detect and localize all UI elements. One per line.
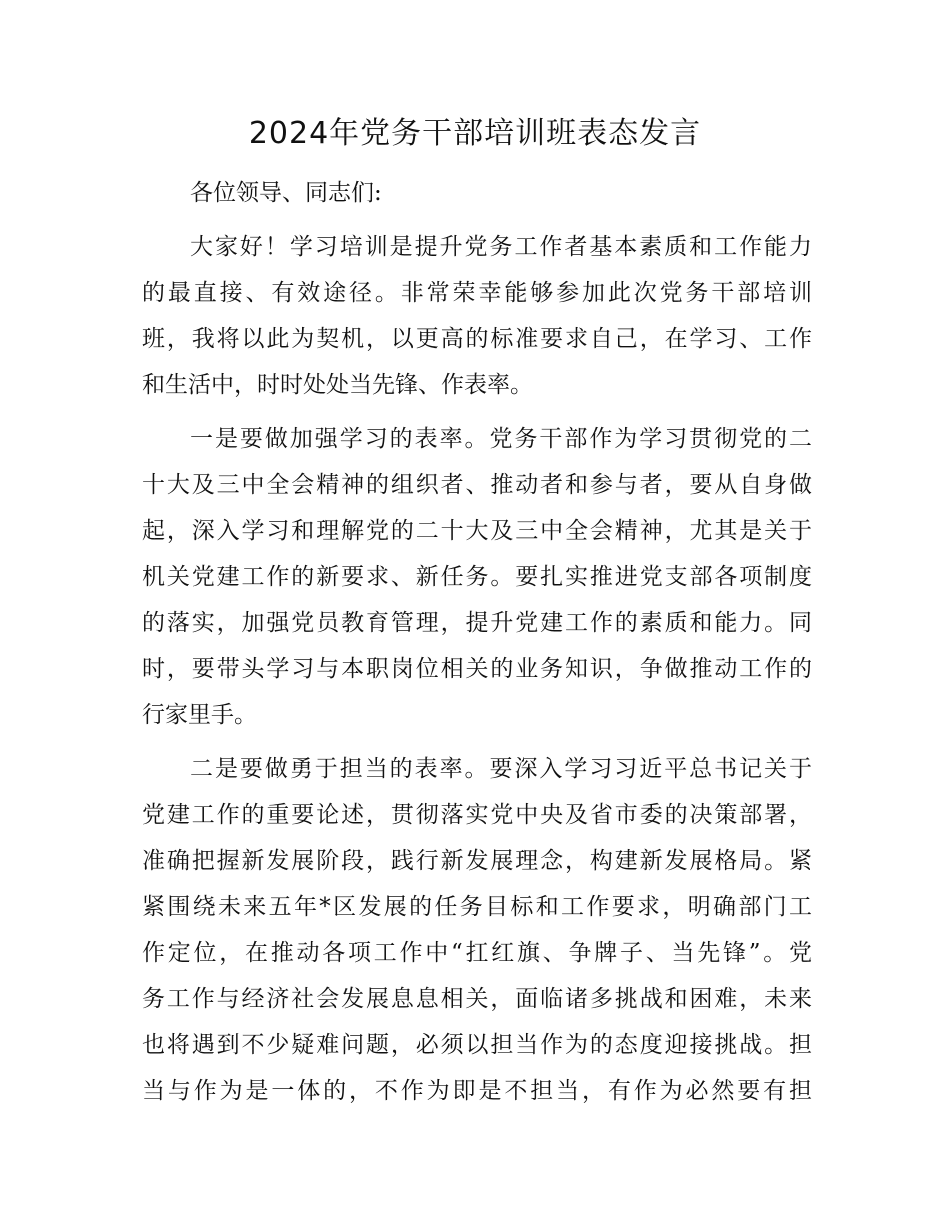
paragraph-line: 十大及三中全会精神的组织者、推动者和参与者，要从自身做 [142, 472, 812, 498]
salutation: 各位领导、同志们: [190, 180, 382, 206]
paragraph-line: 也将遇到不少疑难问题，必须以担当作为的态度迎接挑战。担 [142, 1032, 812, 1058]
paragraph-line: 紧围绕未来五年*区发展的任务目标和工作要求，明确部门工 [142, 894, 812, 920]
paragraph-2 [142, 416, 812, 738]
paragraph-line: 和生活中，时时处处当先锋、作表率。 [142, 372, 533, 398]
paragraph-line: 机关党建工作的新要求、新任务。要扎实推进党支部各项制度 [142, 564, 812, 590]
paragraph-line: 一是要做加强学习的表率。党务干部作为学习贯彻党的二 [190, 426, 812, 452]
paragraph-line: 大家好！学习培训是提升党务工作者基本素质和工作能力 [190, 234, 812, 260]
paragraph-line: 时，要带头学习与本职岗位相关的业务知识，争做推动工作的 [142, 656, 812, 682]
paragraph-line: 准确把握新发展阶段，践行新发展理念，构建新发展格局。紧 [142, 848, 812, 874]
paragraph-line: 行家里手。 [142, 702, 257, 728]
paragraph-line: 务工作与经济社会发展息息相关，面临诸多挑战和困难，未来 [142, 986, 812, 1012]
document-title: 2024年党务干部培训班表态发言 [248, 116, 702, 151]
paragraph-3 [142, 746, 812, 1114]
paragraph-line: 起，深入学习和理解党的二十大及三中全会精神，尤其是关于 [142, 518, 812, 544]
paragraph-line: 作定位，在推动各项工作中“扛红旗、争牌子、当先锋”。党 [142, 940, 812, 966]
document-body [142, 170, 812, 1114]
paragraph-line: 班，我将以此为契机，以更高的标准要求自己，在学习、工作 [142, 326, 812, 352]
paragraph-line: 二是要做勇于担当的表率。要深入学习习近平总书记关于 [190, 756, 812, 782]
paragraph-line: 的最直接、有效途径。非常荣幸能够参加此次党务干部培训 [142, 280, 812, 306]
paragraph-line: 的落实，加强党员教育管理，提升党建工作的素质和能力。同 [142, 610, 812, 636]
paragraph-1 [142, 224, 812, 408]
paragraph-line: 党建工作的重要论述，贯彻落实党中央及省市委的决策部署， [142, 802, 812, 828]
paragraph-line: 当与作为是一体的，不作为即是不担当，有作为必然要有担 [142, 1078, 812, 1104]
